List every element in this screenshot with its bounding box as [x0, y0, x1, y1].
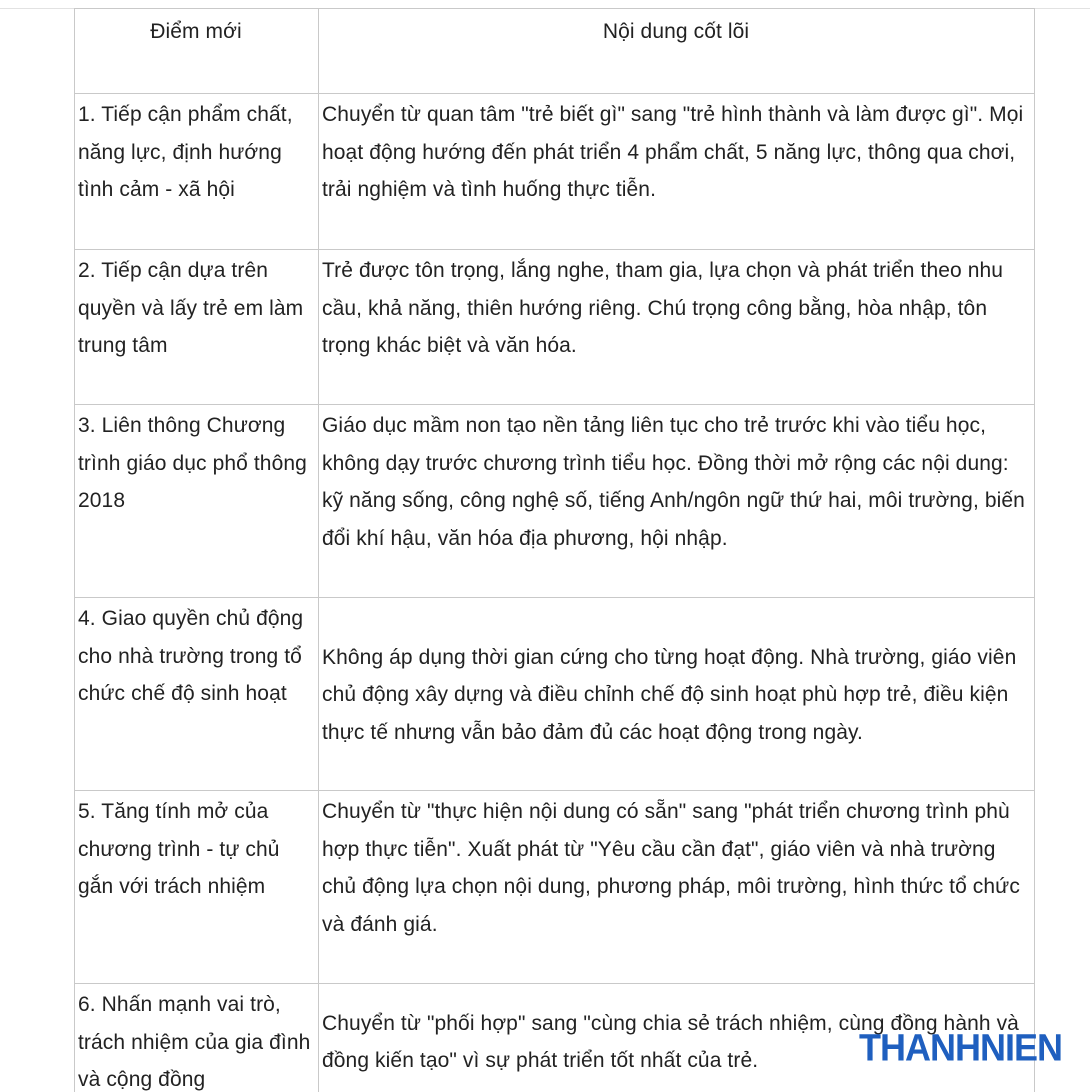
table-header-row [75, 9, 1035, 94]
publisher-logo [859, 1025, 1062, 1069]
content-cell: Chuyển từ "thực hiện nội dung có sẵn" sang "phát triển chương trình phù hợp thực tiễn". Xuất phát từ "Yêu cầu cần đạt", giáo viên và nhà trường chủ động lựa chọn nội dung, phương pháp, môi trường, hình thức tổ chức và đánh giá. [319, 791, 1035, 984]
point-cell: 5. Tăng tính mở của chương trình - tự chủ gắn với trách nhiệm [75, 791, 319, 984]
content-cell: Trẻ được tôn trọng, lắng nghe, tham gia, lựa chọn và phát triển theo nhu cầu, khả năng, thiên hướng riêng. Chú trọng công bằng, hòa nhập, tôn trọng khác biệt và văn hóa. [319, 250, 1035, 405]
comparison-table [74, 8, 1035, 1092]
header-core-content: Nội dung cốt lõi [319, 9, 1035, 94]
content-cell: Không áp dụng thời gian cứng cho từng hoạt động. Nhà trường, giáo viên chủ động xây dựng và điều chỉnh chế độ sinh hoạt phù hợp trẻ, điều kiện thực tế nhưng vẫn bảo đảm đủ các hoạt động trong ngày. [319, 598, 1035, 791]
point-cell: 4. Giao quyền chủ động cho nhà trường trong tổ chức chế độ sinh hoạt [75, 598, 319, 791]
point-cell: 3. Liên thông Chương trình giáo dục phổ thông 2018 [75, 405, 319, 598]
point-cell: 2. Tiếp cận dựa trên quyền và lấy trẻ em làm trung tâm [75, 250, 319, 405]
table-row [75, 250, 1035, 405]
content-cell: Chuyển từ quan tâm "trẻ biết gì" sang "trẻ hình thành và làm được gì". Mọi hoạt động hướng đến phát triển 4 phẩm chất, 5 năng lực, thông qua chơi, trải nghiệm và tình huống thực tiễn. [319, 94, 1035, 250]
table-row [75, 405, 1035, 598]
table-row [75, 598, 1035, 791]
point-cell: 1. Tiếp cận phẩm chất, năng lực, định hướng tình cảm - xã hội [75, 94, 319, 250]
table-row [75, 94, 1035, 250]
logo-text: THANHNIEN [859, 1025, 1062, 1069]
point-cell: 6. Nhấn mạnh vai trò, trách nhiệm của gia đình và cộng đồng [75, 984, 319, 1092]
content-cell: Chuyển từ "phối hợp" sang "cùng chia sẻ trách nhiệm, cùng đồng hành và đồng kiến tạo" vì sự phát triển tốt nhất của trẻ. [319, 984, 1035, 1092]
content-cell: Giáo dục mầm non tạo nền tảng liên tục cho trẻ trước khi vào tiểu học, không dạy trước chương trình tiểu học. Đồng thời mở rộng các nội dung: kỹ năng sống, công nghệ số, tiếng Anh/ngôn ngữ thứ hai, môi trường, biến đổi khí hậu, văn hóa địa phương, hội nhập. [319, 405, 1035, 598]
header-new-point: Điểm mới [75, 9, 319, 94]
table-row [75, 791, 1035, 984]
